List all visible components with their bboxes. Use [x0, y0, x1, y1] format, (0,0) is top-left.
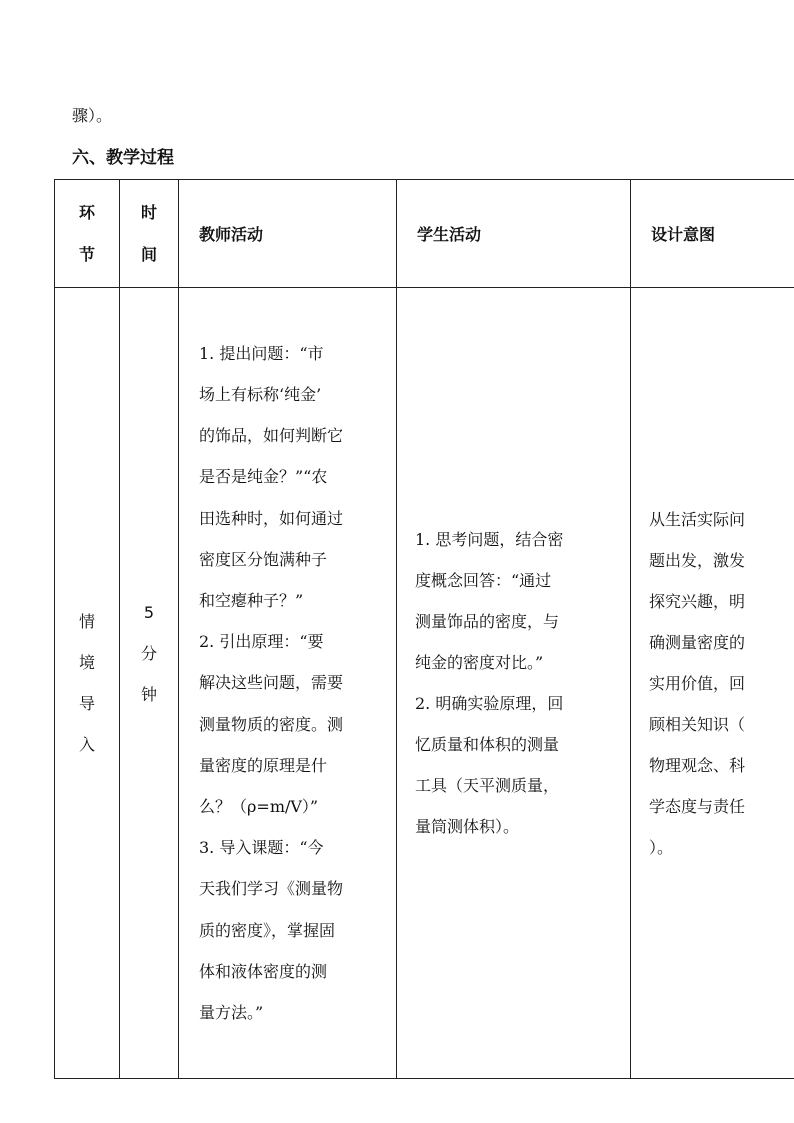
teacher-line: 解决这些问题，需要 — [199, 673, 344, 693]
stage-char: 导 — [78, 694, 95, 713]
teaching-process-table — [54, 179, 794, 1079]
student-line: 忆质量和体积的测量 — [415, 735, 560, 754]
stage-char: 境 — [78, 653, 95, 672]
student-line: 1. 思考问题，结合密 — [415, 530, 564, 549]
design-line: 学态度与责任 — [649, 796, 746, 816]
continuation-text: 骤）。 — [72, 106, 113, 125]
teacher-line: 2. 引出原理：“要 — [199, 632, 324, 652]
student-line: 度概念回答：“通过 — [415, 571, 552, 590]
cell-stage — [55, 288, 120, 1079]
teacher-line: 测量物质的密度。测 — [199, 714, 344, 734]
teacher-line: 么？（ρ=m/V）” — [199, 797, 319, 816]
design-line: ）。 — [649, 837, 674, 857]
header-time — [120, 180, 179, 288]
student-line: 2. 明确实验原理，回 — [415, 694, 564, 713]
teacher-line: 的饰品，如何判断它 — [199, 426, 344, 446]
header-stage — [55, 180, 120, 288]
cell-design-intent — [631, 288, 794, 1079]
teacher-line: 场上有标称‘纯金’ — [199, 384, 322, 404]
teacher-line: 量方法。” — [199, 1003, 264, 1023]
teacher-line: 3. 导入课题：“今 — [199, 838, 324, 858]
header-design-intent: 设计意图 — [631, 180, 794, 288]
student-line: 测量饰品的密度，与 — [415, 612, 560, 631]
section-heading: 六、教学过程 — [72, 148, 174, 168]
student-line: 纯金的密度对比。” — [415, 653, 544, 672]
teacher-line: 是否是纯金？”“农 — [199, 467, 328, 487]
design-line: 顾相关知识（ — [649, 714, 746, 734]
stage-char: 入 — [78, 735, 95, 754]
teacher-line: 质的密度》，掌握固 — [199, 920, 336, 940]
header-time-char: 间 — [140, 244, 157, 264]
time-value: 5 — [143, 602, 155, 622]
design-line: 题出发，激发 — [649, 550, 746, 570]
table-header-row — [55, 180, 794, 288]
teacher-line: 1. 提出问题：“市 — [199, 343, 324, 363]
header-time-char: 时 — [140, 202, 157, 222]
stage-char: 情 — [78, 612, 95, 631]
design-line: 从生活实际问 — [649, 509, 746, 529]
header-stage-char: 环 — [78, 202, 95, 222]
teacher-line: 田选种时，如何通过 — [199, 508, 344, 528]
student-line: 量筒测体积）。 — [415, 817, 520, 836]
header-student-activity: 学生活动 — [397, 180, 631, 288]
design-line: 确测量密度的 — [649, 632, 746, 652]
student-line: 工具（天平测质量， — [415, 776, 560, 795]
header-stage-char: 节 — [78, 244, 95, 264]
teacher-line: 密度区分饱满种子 — [199, 549, 328, 569]
cell-teacher-activity — [179, 288, 397, 1079]
cell-time — [120, 288, 179, 1079]
time-unit-char: 钟 — [140, 684, 157, 704]
teacher-line: 体和液体密度的测 — [199, 961, 328, 981]
design-line: 探究兴趣，明 — [649, 591, 746, 611]
header-teacher-activity: 教师活动 — [179, 180, 397, 288]
teacher-line: 和空瘪种子？” — [199, 590, 304, 610]
cell-student-activity — [397, 288, 631, 1079]
design-line: 物理观念、科 — [649, 755, 746, 775]
teacher-line: 天我们学习《测量物 — [199, 879, 344, 899]
table-row — [55, 288, 794, 1079]
time-unit-char: 分 — [140, 643, 157, 663]
design-line: 实用价值，回 — [649, 673, 746, 693]
teacher-line: 量密度的原理是什 — [199, 755, 328, 775]
